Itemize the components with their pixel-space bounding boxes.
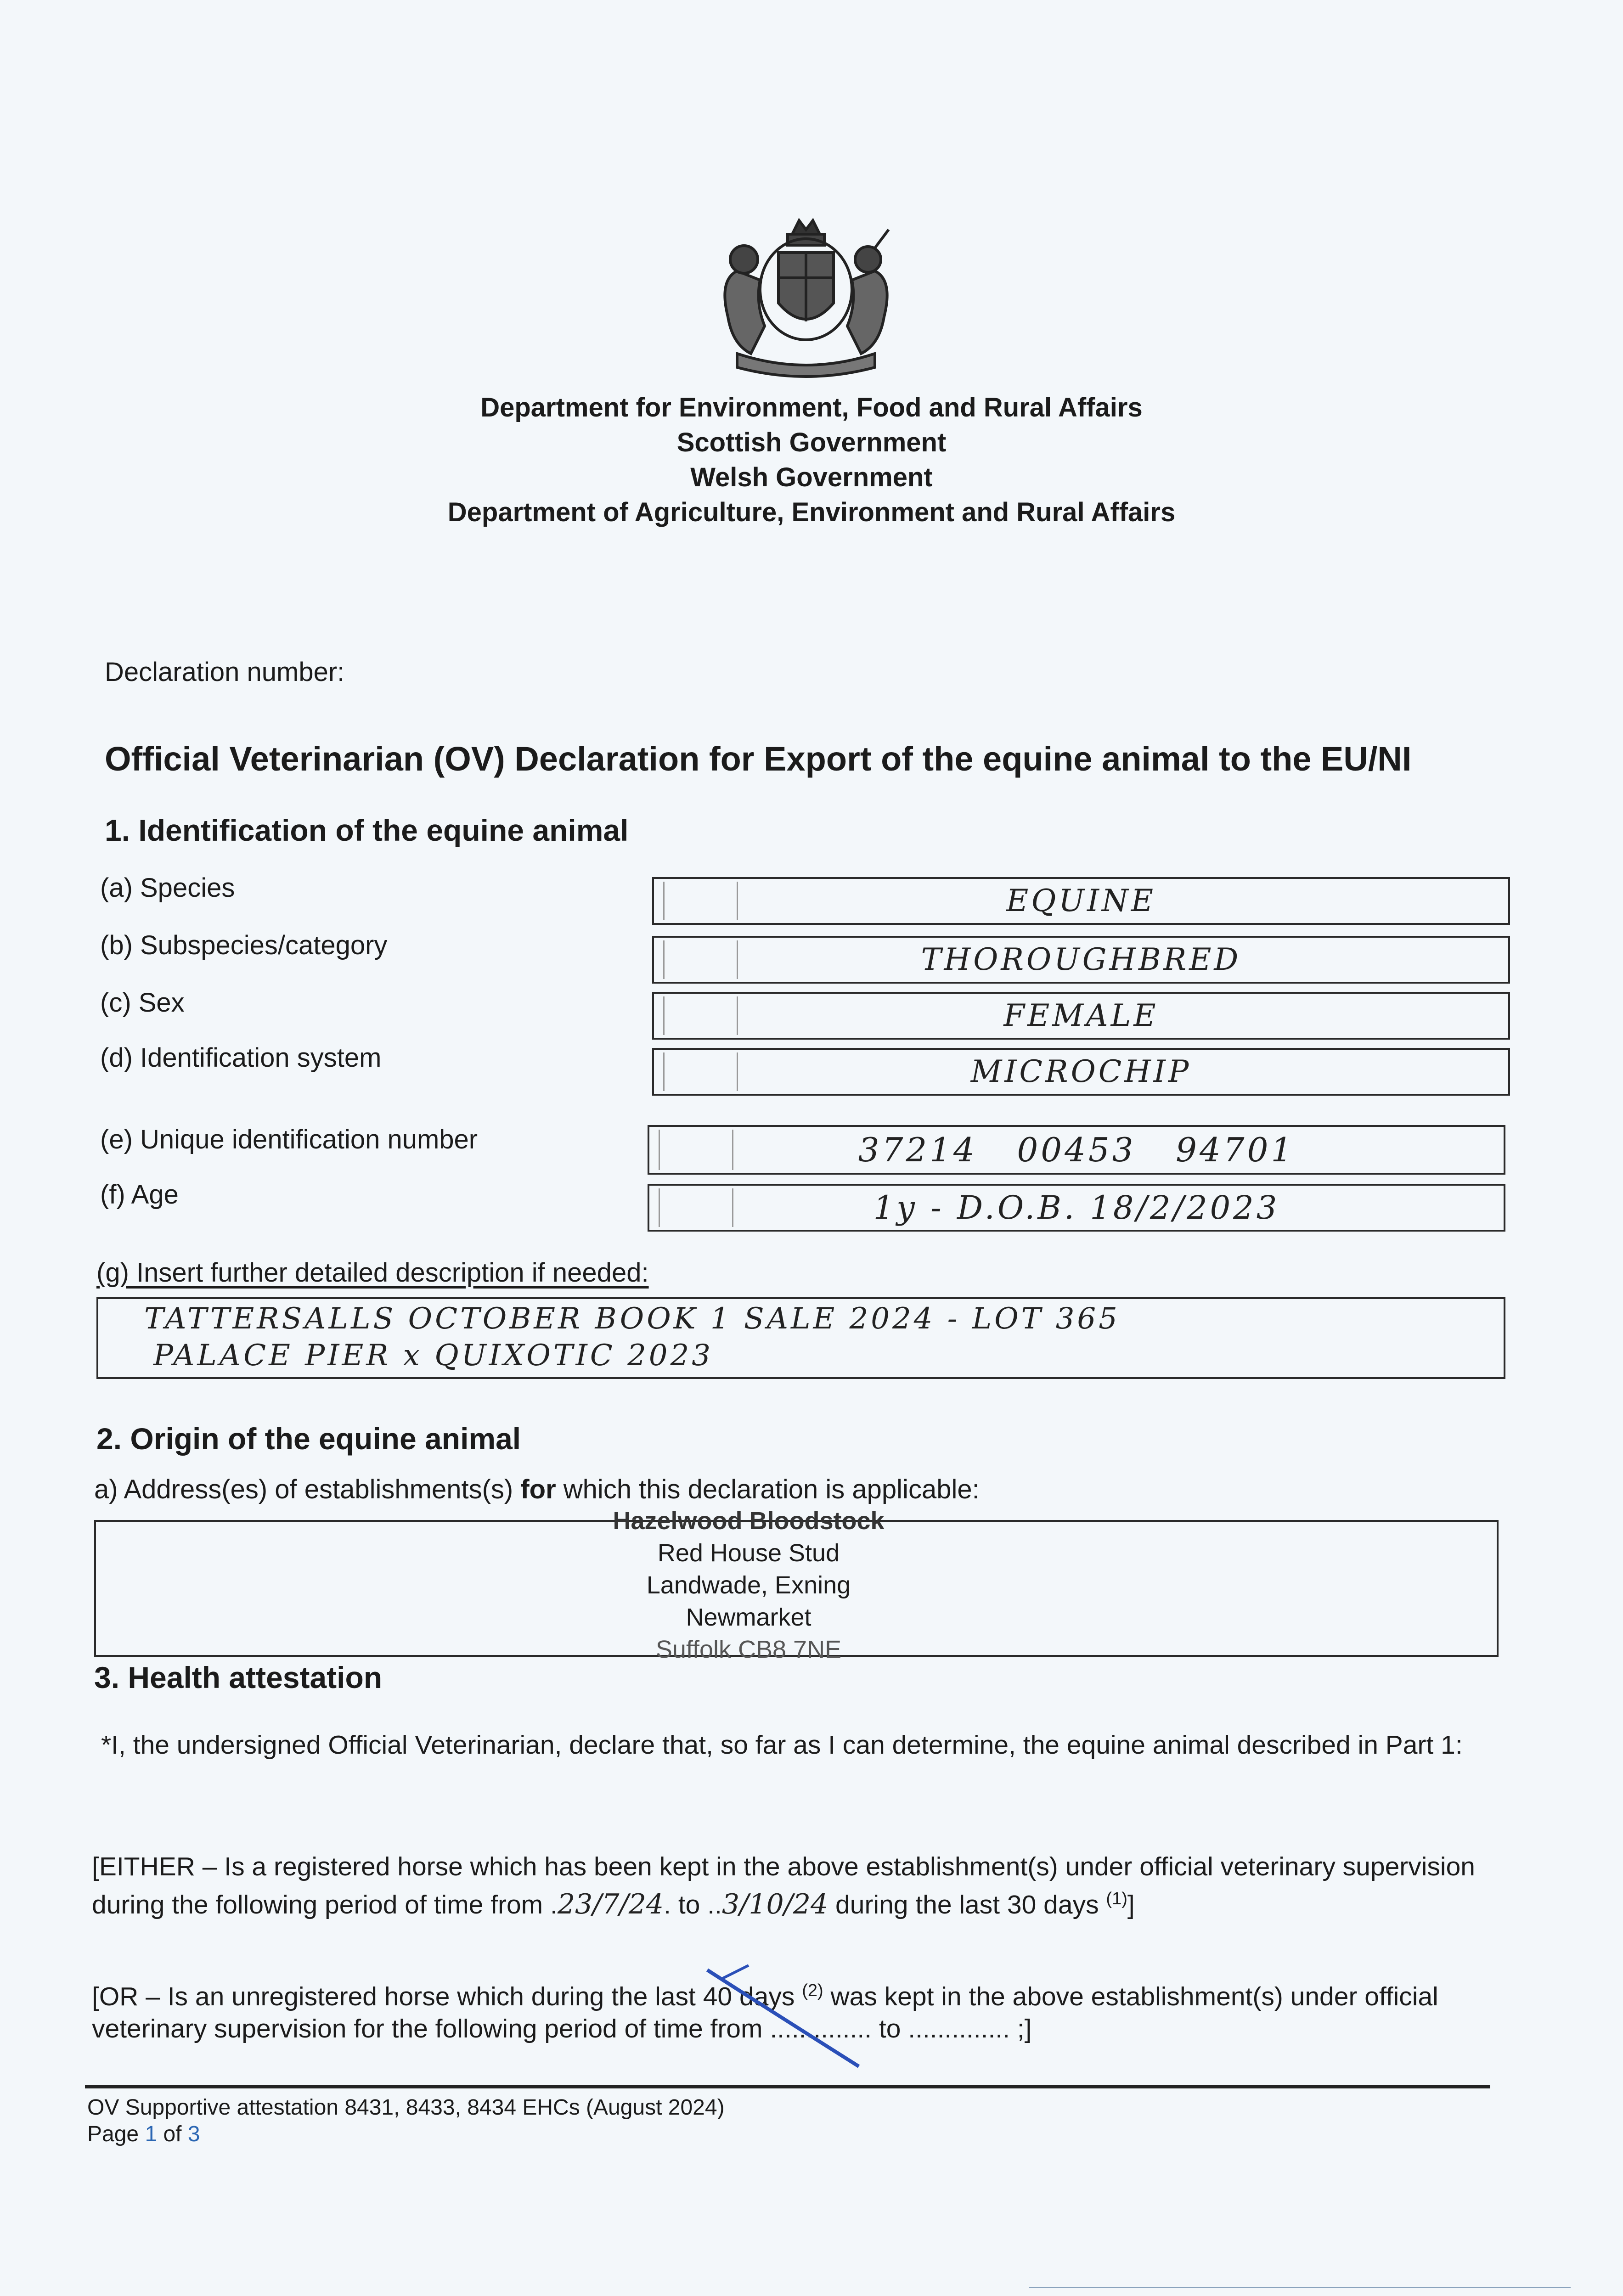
footer-rule [85, 2085, 1490, 2088]
address-line-5: Suffolk CB8 7NE [655, 1636, 842, 1663]
section3-heading: 3. Health attestation [94, 1660, 383, 1694]
either-text: [EITHER – Is a registered horse which has been kept in the above establishment(s) under official veterinary supervision during the following period of time from . [92, 1852, 1475, 1919]
address-line-3: Landwade, Exning [646, 1571, 851, 1599]
or-text: [OR – Is an unregistered horse which during the last 40 days [92, 1982, 802, 2011]
org-line-welsh-government: Welsh Government [690, 462, 933, 492]
address-label-text-end: which this declaration is applicable: [556, 1474, 980, 1504]
either-bracket: ] [1127, 1890, 1135, 1919]
org-line-daera: Department of Agriculture, Environment and Rural Affairs [447, 497, 1176, 527]
health-intro: *I, the undersigned Official Veterinarian, declare that, so far as I can determine, the equine animal described in Part 1: [101, 1730, 1463, 1760]
further-description-label: (g) Insert further detailed description if needed: [96, 1258, 649, 1288]
age-field [648, 1184, 1505, 1232]
identification-system-field [652, 1048, 1510, 1096]
footer-attestation: OV Supportive attestation 8431, 8433, 8434 EHCs (August 2024) [87, 2095, 725, 2120]
unique-id-value: 37214 00453 94701 [858, 1131, 1295, 1169]
or-text-end: was kept in the above establishment(s) under official veterinary supervision for the following period of time from .............. to .............. ;] [92, 1982, 1438, 2043]
species-label: (a) Species [100, 873, 235, 903]
org-line-defra: Department for Environment, Food and Rural Affairs [480, 393, 1143, 422]
species-value: EQUINE [1006, 883, 1156, 918]
royal-coat-of-arms-icon [700, 216, 912, 381]
either-clause [92, 1851, 1497, 1921]
or-footnote: (2) [802, 1981, 823, 2000]
either-text-end: during the last 30 days [828, 1890, 1106, 1919]
address-label-bold: for [520, 1474, 556, 1504]
section2-heading: 2. Origin of the equine animal [96, 1422, 521, 1456]
address-label [94, 1474, 980, 1505]
further-description-field [96, 1297, 1505, 1379]
either-to-date: 3/10/24 [721, 1888, 828, 1920]
subspecies-value: THOROUGHBRED [921, 942, 1241, 977]
pen-strike-mark [689, 1961, 873, 2076]
age-value: 1y - D.O.B. 18/2/2023 [873, 1189, 1280, 1227]
unique-id-label: (e) Unique identification number [100, 1125, 478, 1154]
either-from-date: 23/7/24 [557, 1888, 664, 1920]
subspecies-field [652, 936, 1510, 984]
identification-system-label: (d) Identification system [100, 1043, 382, 1073]
address-label-text: a) Address(es) of establishments(s) [94, 1474, 521, 1504]
subspecies-label: (b) Subspecies/category [100, 930, 388, 960]
species-field [652, 877, 1510, 925]
sex-label: (c) Sex [100, 988, 185, 1018]
further-description-line-2: PALACE PIER x QUIXOTIC 2023 [153, 1339, 713, 1373]
page-indicator [87, 2121, 200, 2148]
either-footnote: (1) [1106, 1889, 1127, 1908]
address-line-2: Red House Stud [657, 1539, 840, 1567]
declaration-number-label: Declaration number: [105, 657, 345, 687]
either-to-word: . to .. [664, 1890, 722, 1919]
page-word: Page [87, 2122, 145, 2146]
unique-id-field [648, 1125, 1505, 1175]
scan-edge-line [1029, 2287, 1571, 2288]
page-of: of [157, 2122, 188, 2146]
address-line-4: Newmarket [686, 1604, 812, 1631]
sex-value: FEMALE [1003, 998, 1159, 1033]
age-label: (f) Age [100, 1180, 179, 1210]
sex-field [652, 992, 1510, 1040]
section1-heading: 1. Identification of the equine animal [105, 813, 629, 847]
page-total: 3 [187, 2122, 200, 2146]
address-line-1: Hazelwood Bloodstock [613, 1507, 885, 1535]
identification-system-value: MICROCHIP [970, 1054, 1192, 1089]
org-line-scottish-government: Scottish Government [676, 428, 947, 457]
page-current: 1 [145, 2122, 158, 2146]
further-description-line-1: TATTERSALLS OCTOBER BOOK 1 SALE 2024 - LOT 365 [144, 1302, 1120, 1336]
page-title: Official Veterinarian (OV) Declaration for Export of the equine animal to the EU/NI [105, 740, 1412, 778]
